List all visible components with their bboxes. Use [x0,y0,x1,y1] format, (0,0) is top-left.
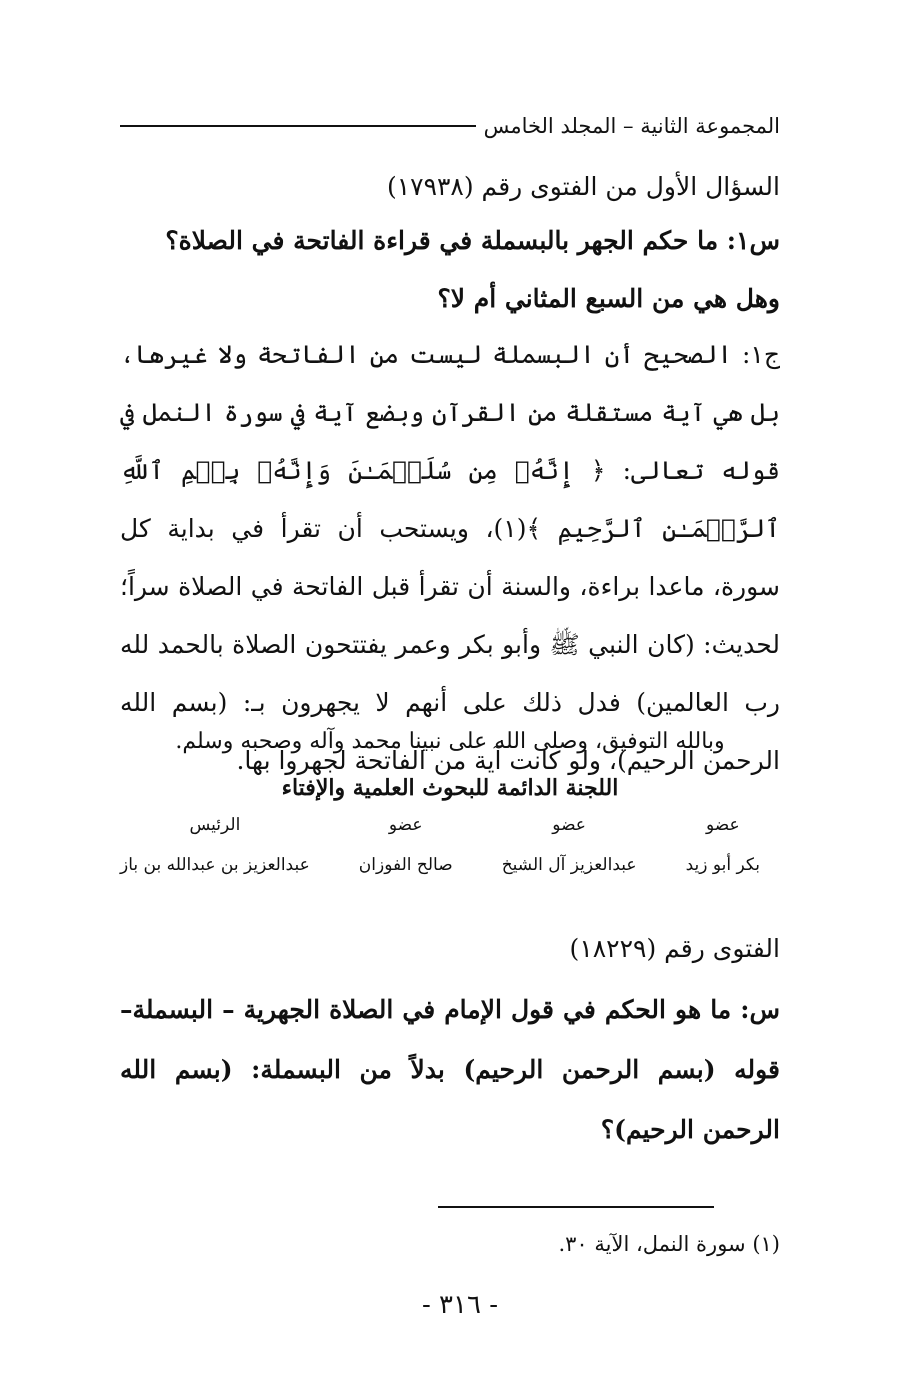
fatwa1-question-line2: وهل هي من السبع المثاني أم لا؟ [437,284,780,313]
page-number: - ٣١٦ - [421,1290,499,1320]
running-header [120,114,780,138]
signature-name: بكر أبو زيد [685,855,760,875]
signature-role: عضو [552,815,586,835]
signature-member-2 [502,815,637,875]
signature-president [120,815,310,875]
fatwa1-heading: السؤال الأول من الفتوى رقم (١٧٩٣٨) [386,172,780,201]
fatwa1-answer: ج١: الصحيح أن البسملة ليست من الفاتحة ولا غيرها، بل هي آية مستقلة من القرآن وبضع آية في سورة النمل في قوله تعالى: ﴿ إِنَّهُۥ مِن سُلَيۡمَـٰنَ وَإِنَّهُۥ بِسۡمِ ٱللَّهِ ٱلرَّحۡمَـٰنِ ٱلرَّحِيمِ ﴾(١)، ويستحب أن تقرأ في بداية كل سورة، ماعدا براءة، والسنة أن تقرأ قبل الفاتحة في الصلاة سراً؛ لحديث: (كان النبي ﷺ وأبو بكر وعمر يفتتحون الصلاة بالحمد لله رب العالمين) فدل ذلك على أنهم لا يجهرون بـ: (بسم الله الرحمن الرحيم)، ولو كانت آية من الفاتحة لجهروا بها. [120,340,780,775]
signatures-block [120,815,760,875]
signature-name: عبدالعزيز بن عبدالله بن باز [120,855,310,875]
fatwa1-question-line1: س١: ما حكم الجهر بالبسملة في قراءة الفاتحة في الصلاة؟ [165,226,780,255]
footnote: (١) سورة النمل، الآية ٣٠. [558,1232,780,1256]
fatwa2-heading: الفتوى رقم (١٨٢٢٩) [569,934,780,963]
signature-member-1 [686,815,760,875]
signature-name: عبدالعزيز آل الشيخ [501,855,637,875]
footnote-rule [438,1206,714,1208]
signature-role: عضو [388,815,423,835]
committee-name: اللجنة الدائمة للبحوث العلمية والإفتاء [281,775,619,801]
signature-role: الرئيس [189,815,241,835]
header-rule [120,125,476,127]
signature-name: صالح الفوزان [358,855,453,875]
running-title: المجموعة الثانية – المجلد الخامس [483,114,780,138]
signature-role: عضو [705,815,740,835]
fatwa1-closing: وبالله التوفيق، وصلى الله على نبينا محمد وآله وصحبه وسلم. [175,729,725,754]
signature-member-3 [359,815,453,875]
fatwa2-question: س: ما هو الحكم في قول الإمام في الصلاة الجهرية – البسملة– قوله (بسم الرحمن الرحيم) بدلاً من البسملة: (بسم الله الرحمن الرحيم)؟ [120,995,780,1144]
